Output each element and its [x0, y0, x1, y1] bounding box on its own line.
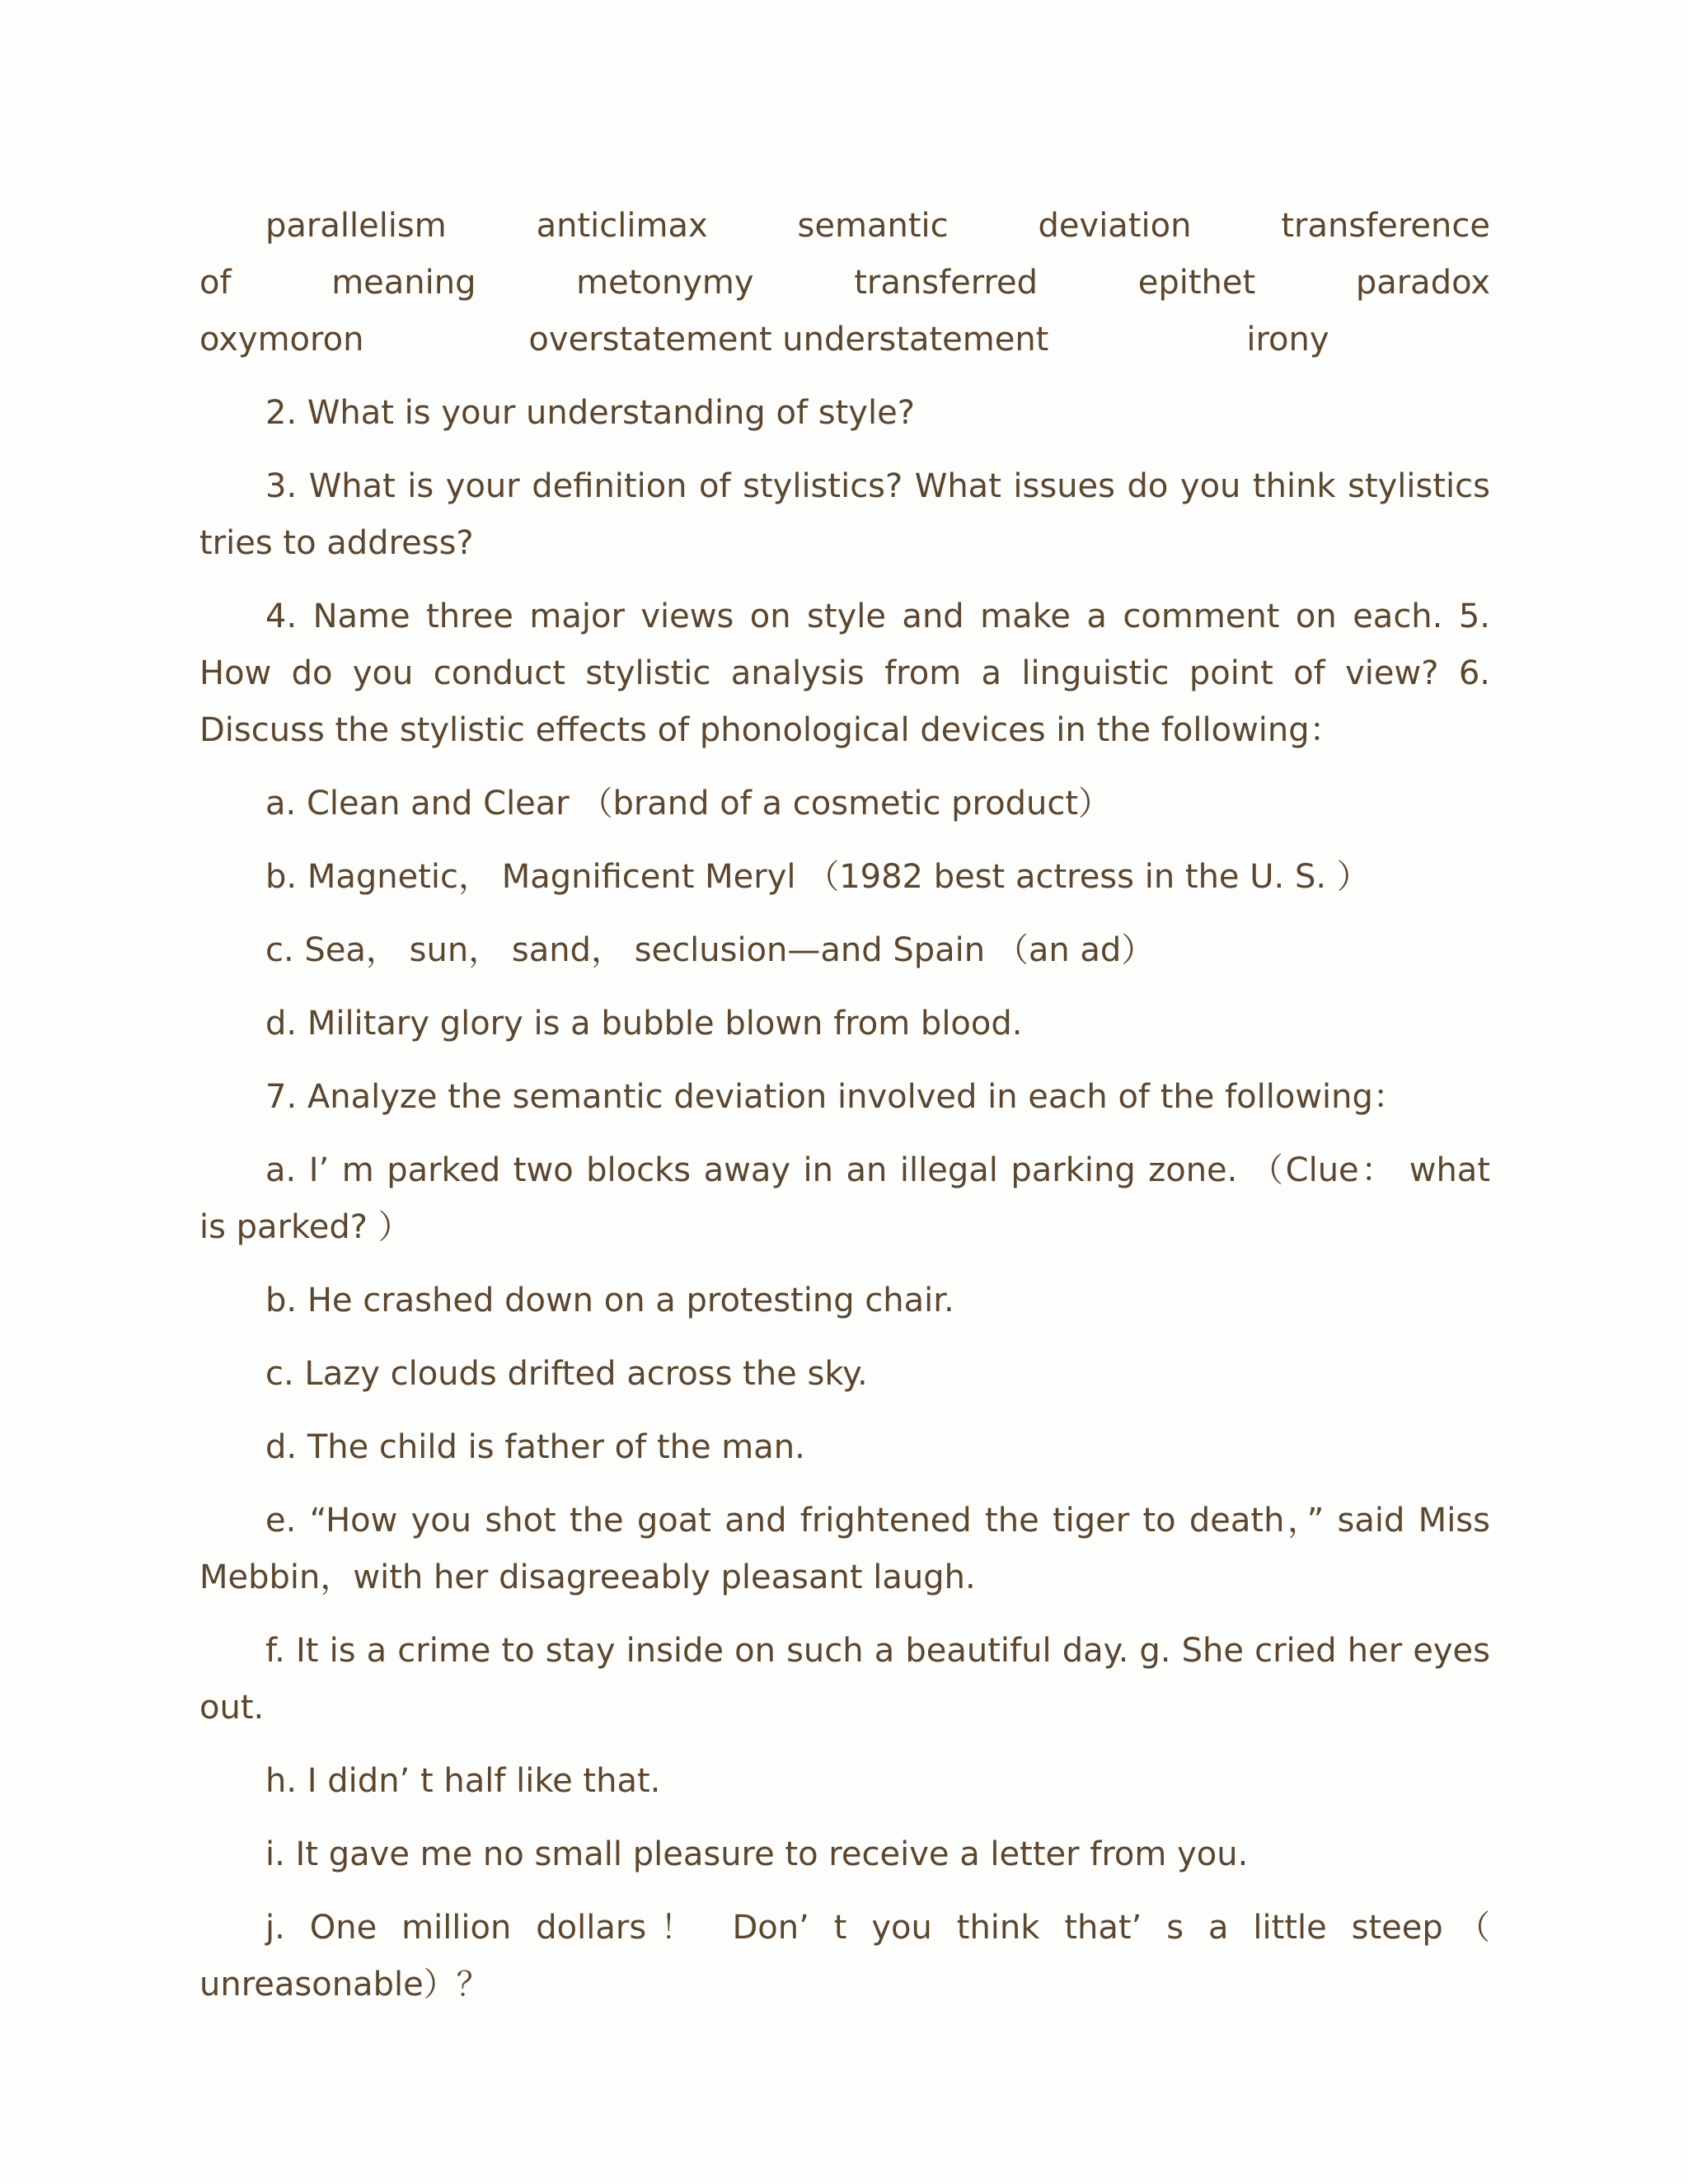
item-7i: i. It gave me no small pleasure to receive a letter from you.: [265, 1835, 1249, 1873]
item-7d: d. The child is father of the man.: [265, 1428, 805, 1466]
item-7h: h. I didn’ t half like that.: [265, 1762, 661, 1800]
term: parallelism: [265, 207, 447, 245]
term: deviation: [1038, 207, 1192, 245]
terms-line-2: [199, 255, 1490, 312]
item-6b: b. Magnetic， Magnificent Meryl （1982 best actress in the U. S. ）: [265, 858, 1370, 896]
item-7j: j. One million dollars！ Don’ t you think that’ s a little steep（ unreasonable）？: [199, 1909, 1490, 2004]
question-2: 2. What is your understanding of style?: [265, 394, 915, 432]
term: paradox: [1355, 264, 1490, 302]
term: oxymoron: [199, 321, 364, 359]
item-7e: e. “How you shot the goat and frightened the tiger to death，” said Miss Mebbin，with her disagreeably pleasant laugh.: [199, 1502, 1490, 1596]
item-6a: a. Clean and Clear （brand of a cosmetic product）: [265, 785, 1111, 823]
question-3: 3. What is your definition of stylistics? What issues do you think stylistics tries to address?: [199, 467, 1490, 562]
term: metonymy: [576, 264, 754, 302]
terms-line-1: [199, 198, 1490, 255]
item-7b: b. He crashed down on a protesting chair.: [265, 1282, 954, 1319]
item-7a: a. I’ m parked two blocks away in an illegal parking zone. （Clue： what is parked? ）: [199, 1151, 1490, 1246]
term: of: [199, 264, 232, 302]
term: transference: [1281, 207, 1490, 245]
item-7c: c. Lazy clouds drifted across the sky.: [265, 1355, 868, 1393]
item-6c: c. Sea， sun， sand， seclusion—and Spain （an ad）: [265, 931, 1155, 969]
term: transferred: [854, 264, 1039, 302]
question-7: 7. Analyze the semantic deviation involved in each of the following：: [265, 1078, 1406, 1116]
question-4-6: 4. Name three major views on style and make a comment on each. 5. How do you conduct stylistic analysis from a linguistic point of view? 6. Discuss the stylistic effects of phonological devices in the following：: [199, 598, 1490, 749]
item-7f-g: f. It is a crime to stay inside on such a beautiful day. g. She cried her eyes out.: [199, 1632, 1490, 1727]
term: anticlimax: [536, 207, 708, 245]
document-page: [199, 198, 1490, 2030]
terms-line-3: [199, 312, 1490, 368]
term: irony: [1246, 321, 1329, 359]
term: meaning: [331, 264, 476, 302]
term: epithet: [1137, 264, 1256, 302]
terms-list: [199, 198, 1490, 368]
term: overstatement understatement: [528, 321, 1049, 359]
term: semantic: [797, 207, 949, 245]
item-6d: d. Military glory is a bubble blown from blood.: [265, 1005, 1023, 1043]
